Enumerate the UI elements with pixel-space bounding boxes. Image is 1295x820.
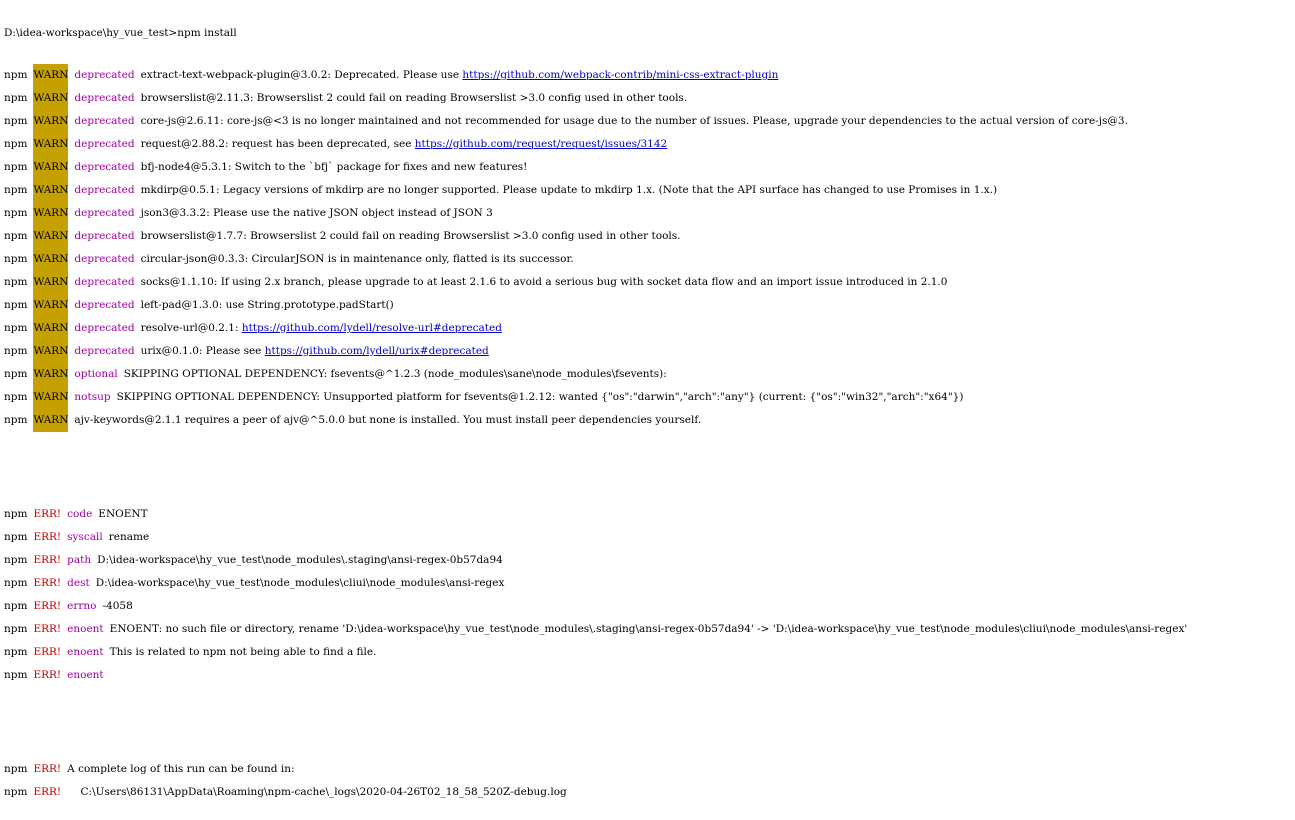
err-line <box>4 645 1295 668</box>
warn-badge: WARN <box>33 179 68 202</box>
command-line <box>4 26 1295 44</box>
warn-line <box>4 413 1295 436</box>
npm-prefix: npm <box>4 299 28 311</box>
warn-message: circular-json@0.3.3: CircularJSON is in maintenance only, flatted is its successor. <box>140 253 574 265</box>
err-message: C:\Users\86131\AppData\Roaming\npm-cache\_logs\2020-04-26T02_18_58_520Z-debug.log <box>67 786 567 798</box>
warn-block <box>4 68 1295 436</box>
warn-line <box>4 321 1295 344</box>
err-badge: ERR! <box>33 600 62 612</box>
npm-prefix: npm <box>4 531 28 543</box>
npm-prefix: npm <box>4 184 28 196</box>
err-tag: errno <box>67 600 97 612</box>
err-badge: ERR! <box>33 786 62 798</box>
warn-line <box>4 344 1295 367</box>
npm-prefix: npm <box>4 414 28 426</box>
warn-badge: WARN <box>33 363 68 386</box>
warn-message: request@2.88.2: request has been deprecated, see <box>140 138 415 150</box>
warn-badge: WARN <box>33 271 68 294</box>
warn-message: core-js@2.6.11: core-js@<3 is no longer maintained and not recommended for usage due to the number of issues. Please, upgrade your dependencies to the actual version of core-js@3. <box>140 115 1128 127</box>
warn-message: browserslist@2.11.3: Browserslist 2 could fail on reading Browserslist >3.0 config used in other tools. <box>140 92 688 104</box>
err-line <box>4 553 1295 576</box>
err-badge: ERR! <box>33 669 62 681</box>
err-tag: enoent <box>67 623 104 635</box>
warn-message: SKIPPING OPTIONAL DEPENDENCY: fsevents@^1.2.3 (node_modules\sane\node_modules\fsevents): <box>123 368 667 380</box>
npm-prefix: npm <box>4 345 28 357</box>
warn-tag: deprecated <box>74 207 135 219</box>
warn-message: json3@3.3.2: Please use the native JSON object instead of JSON 3 <box>140 207 493 219</box>
err-message: ENOENT: no such file or directory, rename 'D:\idea-workspace\hy_vue_test\node_modules\.staging\ansi-regex-0b57da94' -> 'D:\idea-workspace\hy_vue_test\node_modules\cliui\node_modules\ansi-regex' <box>109 623 1188 635</box>
warn-line <box>4 114 1295 137</box>
warn-line <box>4 229 1295 252</box>
err-line <box>4 762 1295 785</box>
npm-prefix: npm <box>4 763 28 775</box>
warn-tag: deprecated <box>74 115 135 127</box>
warn-line <box>4 160 1295 183</box>
err-badge: ERR! <box>33 646 62 658</box>
err-badge: ERR! <box>33 623 62 635</box>
npm-prefix: npm <box>4 786 28 798</box>
warn-message: urix@0.1.0: Please see <box>140 345 265 357</box>
err-tag: enoent <box>67 646 104 658</box>
npm-prefix: npm <box>4 69 28 81</box>
err-message: D:\idea-workspace\hy_vue_test\node_modules\cliui\node_modules\ansi-regex <box>95 577 505 589</box>
warn-message: extract-text-webpack-plugin@3.0.2: Deprecated. Please use <box>140 69 463 81</box>
warn-message: ajv-keywords@2.1.1 requires a peer of ajv@^5.0.0 but none is installed. You must install peer dependencies yourself. <box>74 414 702 426</box>
err-line <box>4 622 1295 645</box>
warn-tag: deprecated <box>74 230 135 242</box>
npm-prefix: npm <box>4 322 28 334</box>
warn-tag: deprecated <box>74 92 135 104</box>
warn-badge: WARN <box>33 156 68 179</box>
warn-tag: deprecated <box>74 322 135 334</box>
warn-line <box>4 91 1295 114</box>
warn-line <box>4 252 1295 275</box>
err-badge: ERR! <box>33 508 62 520</box>
npm-prefix: npm <box>4 554 28 566</box>
npm-prefix: npm <box>4 161 28 173</box>
url-link[interactable]: https://github.com/request/request/issues/3142 <box>414 138 668 150</box>
warn-tag: deprecated <box>74 69 135 81</box>
npm-prefix: npm <box>4 230 28 242</box>
err-line <box>4 785 1295 808</box>
warn-badge: WARN <box>33 133 68 156</box>
err-tag: enoent <box>67 669 104 681</box>
warn-tag: deprecated <box>74 138 135 150</box>
err-message: -4058 <box>102 600 133 612</box>
err-tag: syscall <box>67 531 103 543</box>
err-line <box>4 576 1295 599</box>
warn-tag: notsup <box>74 391 111 403</box>
warn-line <box>4 275 1295 298</box>
log-block <box>4 762 1295 808</box>
warn-badge: WARN <box>33 248 68 271</box>
warn-badge: WARN <box>33 386 68 409</box>
err-line <box>4 599 1295 622</box>
npm-prefix: npm <box>4 207 28 219</box>
npm-prefix: npm <box>4 508 28 520</box>
npm-prefix: npm <box>4 276 28 288</box>
warn-line <box>4 137 1295 160</box>
err-tag: dest <box>67 577 90 589</box>
command-text: D:\idea-workspace\hy_vue_test>npm install <box>4 27 237 39</box>
warn-message: bfj-node4@5.3.1: Switch to the `bfj` package for fixes and new features! <box>140 161 528 173</box>
npm-prefix: npm <box>4 391 28 403</box>
npm-prefix: npm <box>4 92 28 104</box>
npm-prefix: npm <box>4 669 28 681</box>
warn-badge: WARN <box>33 64 68 87</box>
warn-line <box>4 183 1295 206</box>
warn-badge: WARN <box>33 294 68 317</box>
warn-badge: WARN <box>33 202 68 225</box>
warn-tag: deprecated <box>74 345 135 357</box>
err-tag: path <box>67 554 92 566</box>
warn-tag: deprecated <box>74 299 135 311</box>
err-line <box>4 507 1295 530</box>
warn-badge: WARN <box>33 340 68 363</box>
warn-badge: WARN <box>33 110 68 133</box>
url-link[interactable]: https://github.com/webpack-contrib/mini-css-extract-plugin <box>462 69 779 81</box>
warn-tag: deprecated <box>74 276 135 288</box>
warn-tag: optional <box>74 368 118 380</box>
warn-line <box>4 68 1295 91</box>
err-message: ENOENT <box>98 508 148 520</box>
err-line <box>4 530 1295 553</box>
blank-line <box>4 715 1295 738</box>
warn-message: SKIPPING OPTIONAL DEPENDENCY: Unsupported platform for fsevents@1.2.12: wanted {"os":"darwin","arch":"any"} (current: {"os":"win32","arch":"x64"}) <box>116 391 964 403</box>
err-message: D:\idea-workspace\hy_vue_test\node_modules\.staging\ansi-regex-0b57da94 <box>97 554 503 566</box>
warn-message: browserslist@1.7.7: Browserslist 2 could fail on reading Browserslist >3.0 config used in other tools. <box>140 230 681 242</box>
warn-line <box>4 390 1295 413</box>
warn-badge: WARN <box>33 87 68 110</box>
warn-line <box>4 206 1295 229</box>
warn-tag: deprecated <box>74 161 135 173</box>
err-line <box>4 668 1295 691</box>
npm-prefix: npm <box>4 577 28 589</box>
npm-prefix: npm <box>4 623 28 635</box>
warn-message: mkdirp@0.5.1: Legacy versions of mkdirp are no longer supported. Please update to mkdirp 1.x. (Note that the API surface has changed to use Promises in 1.x.) <box>140 184 998 196</box>
npm-prefix: npm <box>4 138 28 150</box>
npm-prefix: npm <box>4 600 28 612</box>
err-block <box>4 507 1295 691</box>
npm-prefix: npm <box>4 253 28 265</box>
warn-badge: WARN <box>33 409 68 432</box>
warn-tag: deprecated <box>74 253 135 265</box>
warn-badge: WARN <box>33 317 68 340</box>
warn-line <box>4 367 1295 390</box>
npm-prefix: npm <box>4 646 28 658</box>
err-tag: code <box>67 508 93 520</box>
warn-tag: deprecated <box>74 184 135 196</box>
err-badge: ERR! <box>33 554 62 566</box>
warn-badge: WARN <box>33 225 68 248</box>
warn-line <box>4 298 1295 321</box>
npm-prefix: npm <box>4 115 28 127</box>
npm-prefix: npm <box>4 368 28 380</box>
warn-message: resolve-url@0.2.1: <box>140 322 242 334</box>
warn-message: socks@1.1.10: If using 2.x branch, please upgrade to at least 2.1.6 to avoid a serious bug with socket data flow and an import issue introduced in 2.1.0 <box>140 276 948 288</box>
err-message: A complete log of this run can be found in: <box>67 763 295 775</box>
err-message: rename <box>108 531 150 543</box>
err-badge: ERR! <box>33 577 62 589</box>
err-badge: ERR! <box>33 531 62 543</box>
warn-message: left-pad@1.3.0: use String.prototype.padStart() <box>140 299 394 311</box>
url-link[interactable]: https://github.com/lydell/urix#deprecated <box>264 345 489 357</box>
err-message: This is related to npm not being able to find a file. <box>109 646 377 658</box>
blank-line <box>4 460 1295 483</box>
url-link[interactable]: https://github.com/lydell/resolve-url#deprecated <box>241 322 502 334</box>
err-badge: ERR! <box>33 763 62 775</box>
